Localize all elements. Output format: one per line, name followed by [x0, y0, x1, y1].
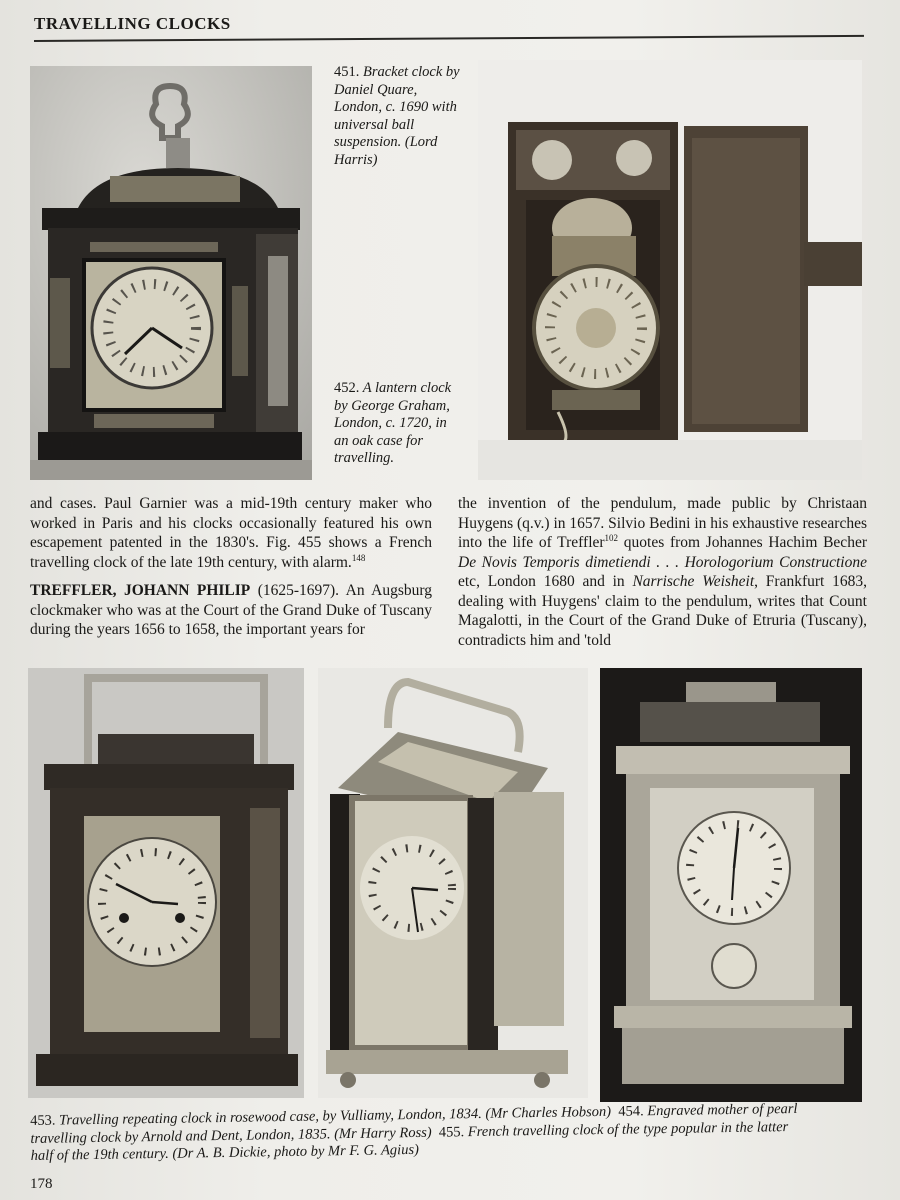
page-number: 178: [30, 1176, 53, 1192]
captions-453-455: 453. Travelling repeating clock in rosewood case, by Vulliamy, London, 1834. (Mr Charles Hobson) 454. Engraved mother of pearl travelling clock by Arnold and Dent, London, 1835. (Mr Harry Ross) 455. French travelling clock of the type popular in the latter half of the 19th century. (Dr A. B. Dickie, photo by Mr F. G. Agius): [30, 1100, 798, 1165]
left-text-column: [30, 494, 432, 640]
paragraph-pendulum: the invention of the pendulum, made public by Christaan Huygens (q.v.) in 1657. Silvio Bedini in his exhaustive researches into the life of Treffler$^{102}$ quotes from Johannes Hachim Becher De Novis Temporis dimetiendi . . . Horologorium Constructione etc, London 1680 and in Narrische Weisheit, Frankfurt 1683, dealing with Huygens' claim to the pendulum, writes that Count Magalotti, in the Court of the Grand Duke of Etruria (Tuscany), contradicts him and 'told: [458, 495, 867, 649]
caption-451: 451. Bracket clock by Daniel Quare, London, c. 1690 with universal ball suspension. (Lord Harris): [334, 64, 460, 168]
right-text-column: [458, 494, 867, 650]
paragraph-treffler: TREFFLER, JOHANN PHILIP (1625-1697). An Augsburg clockmaker who was at the Court of the Grand Duke of Tuscany during the years 1656 to 1658, the important years for: [30, 582, 433, 638]
photo-455-french-clock: [600, 668, 862, 1102]
running-title: TRAVELLING CLOCKS: [34, 14, 231, 33]
paragraph-garnier: and cases. Paul Garnier was a mid-19th century maker who worked in Paris and his clocks occasionally featured his own escapement patented in the 1830's. Fig. 455 shows a French travelling clock of the late 19th century, with alarm.$^{148}$: [30, 495, 432, 571]
photo-453-rosewood-clock: [28, 668, 304, 1098]
footnote-ref-148: 148: [351, 552, 366, 563]
photo-451-bracket-clock: [30, 66, 312, 480]
entry-heading-treffler: TREFFLER, JOHANN PHILIP: [30, 582, 251, 599]
caption-452: 452. A lantern clock by George Graham, London, c. 1720, in an oak case for travelling.: [334, 380, 452, 466]
footnote-ref-102: 102: [604, 532, 619, 543]
photo-454-pearl-clock: [318, 668, 588, 1098]
photo-452-lantern-clock: [478, 60, 862, 480]
header-rule: [34, 35, 864, 42]
